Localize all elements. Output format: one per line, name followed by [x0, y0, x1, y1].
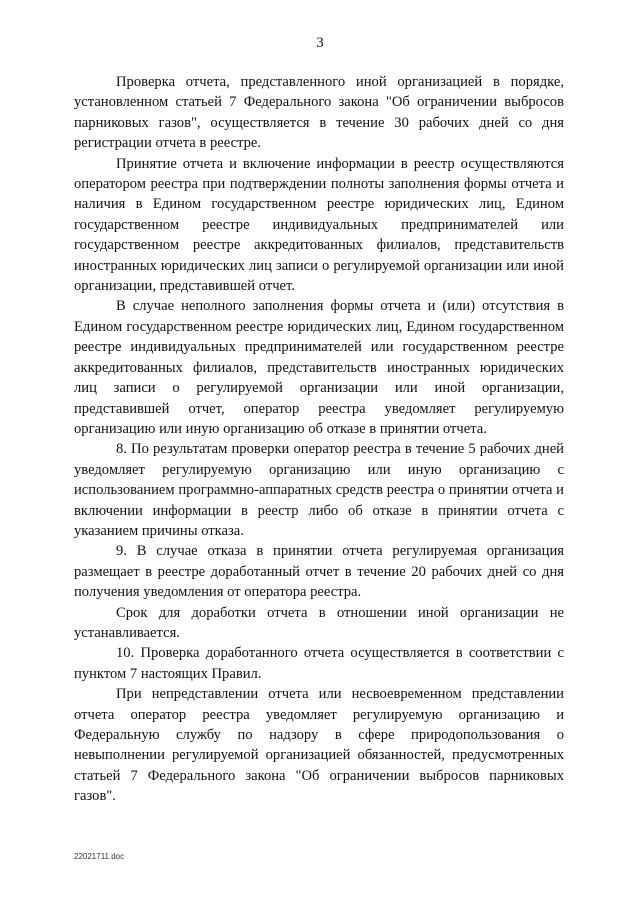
paragraph-incomplete-form: В случае неполного заполнения формы отчета и (или) отсутствия в Едином государственном реестре юридических лиц, Едином государственном реестре индивидуальных предпринимателей или государственном реестре аккредитованных филиалов, представительств иностранных юридических лиц записи о регулируемой организации или иной организации, представившей отчет, оператор реестра уведомляет регулируемую организацию или иную организацию об отказе в принятии отчета.: [74, 298, 564, 437]
paragraph-item-8: 8. По результатам проверки оператор реестра в течение 5 рабочих дней уведомляет регулируемую организацию или иную организацию с использованием программно-аппаратных средств реестра о принятии отчета и включении информации в реестр либо об отказе в принятии отчета с указанием причины отказа.: [74, 441, 564, 539]
paragraph-revision-deadline: Срок для доработки отчета в отношении иной организации не устанавливается.: [74, 604, 564, 641]
document-body: [74, 72, 564, 807]
paragraph-report-acceptance: Принятие отчета и включение информации в реестр осуществляются оператором реестра при подтверждении полноты заполнения формы отчета и наличия в Едином государственном реестре юридических лиц, Едином государственном реестре индивидуальных предпринимателей или государственном реестре аккредитованных филиалов, представительств иностранных юридических лиц записи о регулируемой организации или иной организации, представившей отчет.: [74, 155, 564, 295]
paragraph-item-10: 10. Проверка доработанного отчета осуществляется в соответствии с пунктом 7 настоящих Правил.: [74, 645, 564, 682]
paragraph-non-submission: При непредставлении отчета или несвоевременном представлении отчета оператор реестра уведомляет регулируемую организацию и Федеральную службу по надзору в сфере природопользования о невыполнении регулируемой организацией обязанностей, предусмотренных статьей 7 Федерального закона "Об ограничении выбросов парниковых газов".: [74, 686, 564, 805]
footer-document-code: 22021711.doc: [74, 852, 125, 861]
page-number: 3: [316, 35, 324, 51]
paragraph-report-check: Проверка отчета, представленного иной организацией в порядке, установленном статьей 7 Федерального закона "Об ограничении выбросов парниковых газов", осуществляется в течение 30 рабочих дней со дня регистрации отчета в реестре.: [74, 74, 564, 152]
paragraph-item-9: 9. В случае отказа в принятии отчета регулируемая организация размещает в реестре доработанный отчет в течение 20 рабочих дней со дня получения уведомления от оператора реестра.: [74, 543, 564, 601]
